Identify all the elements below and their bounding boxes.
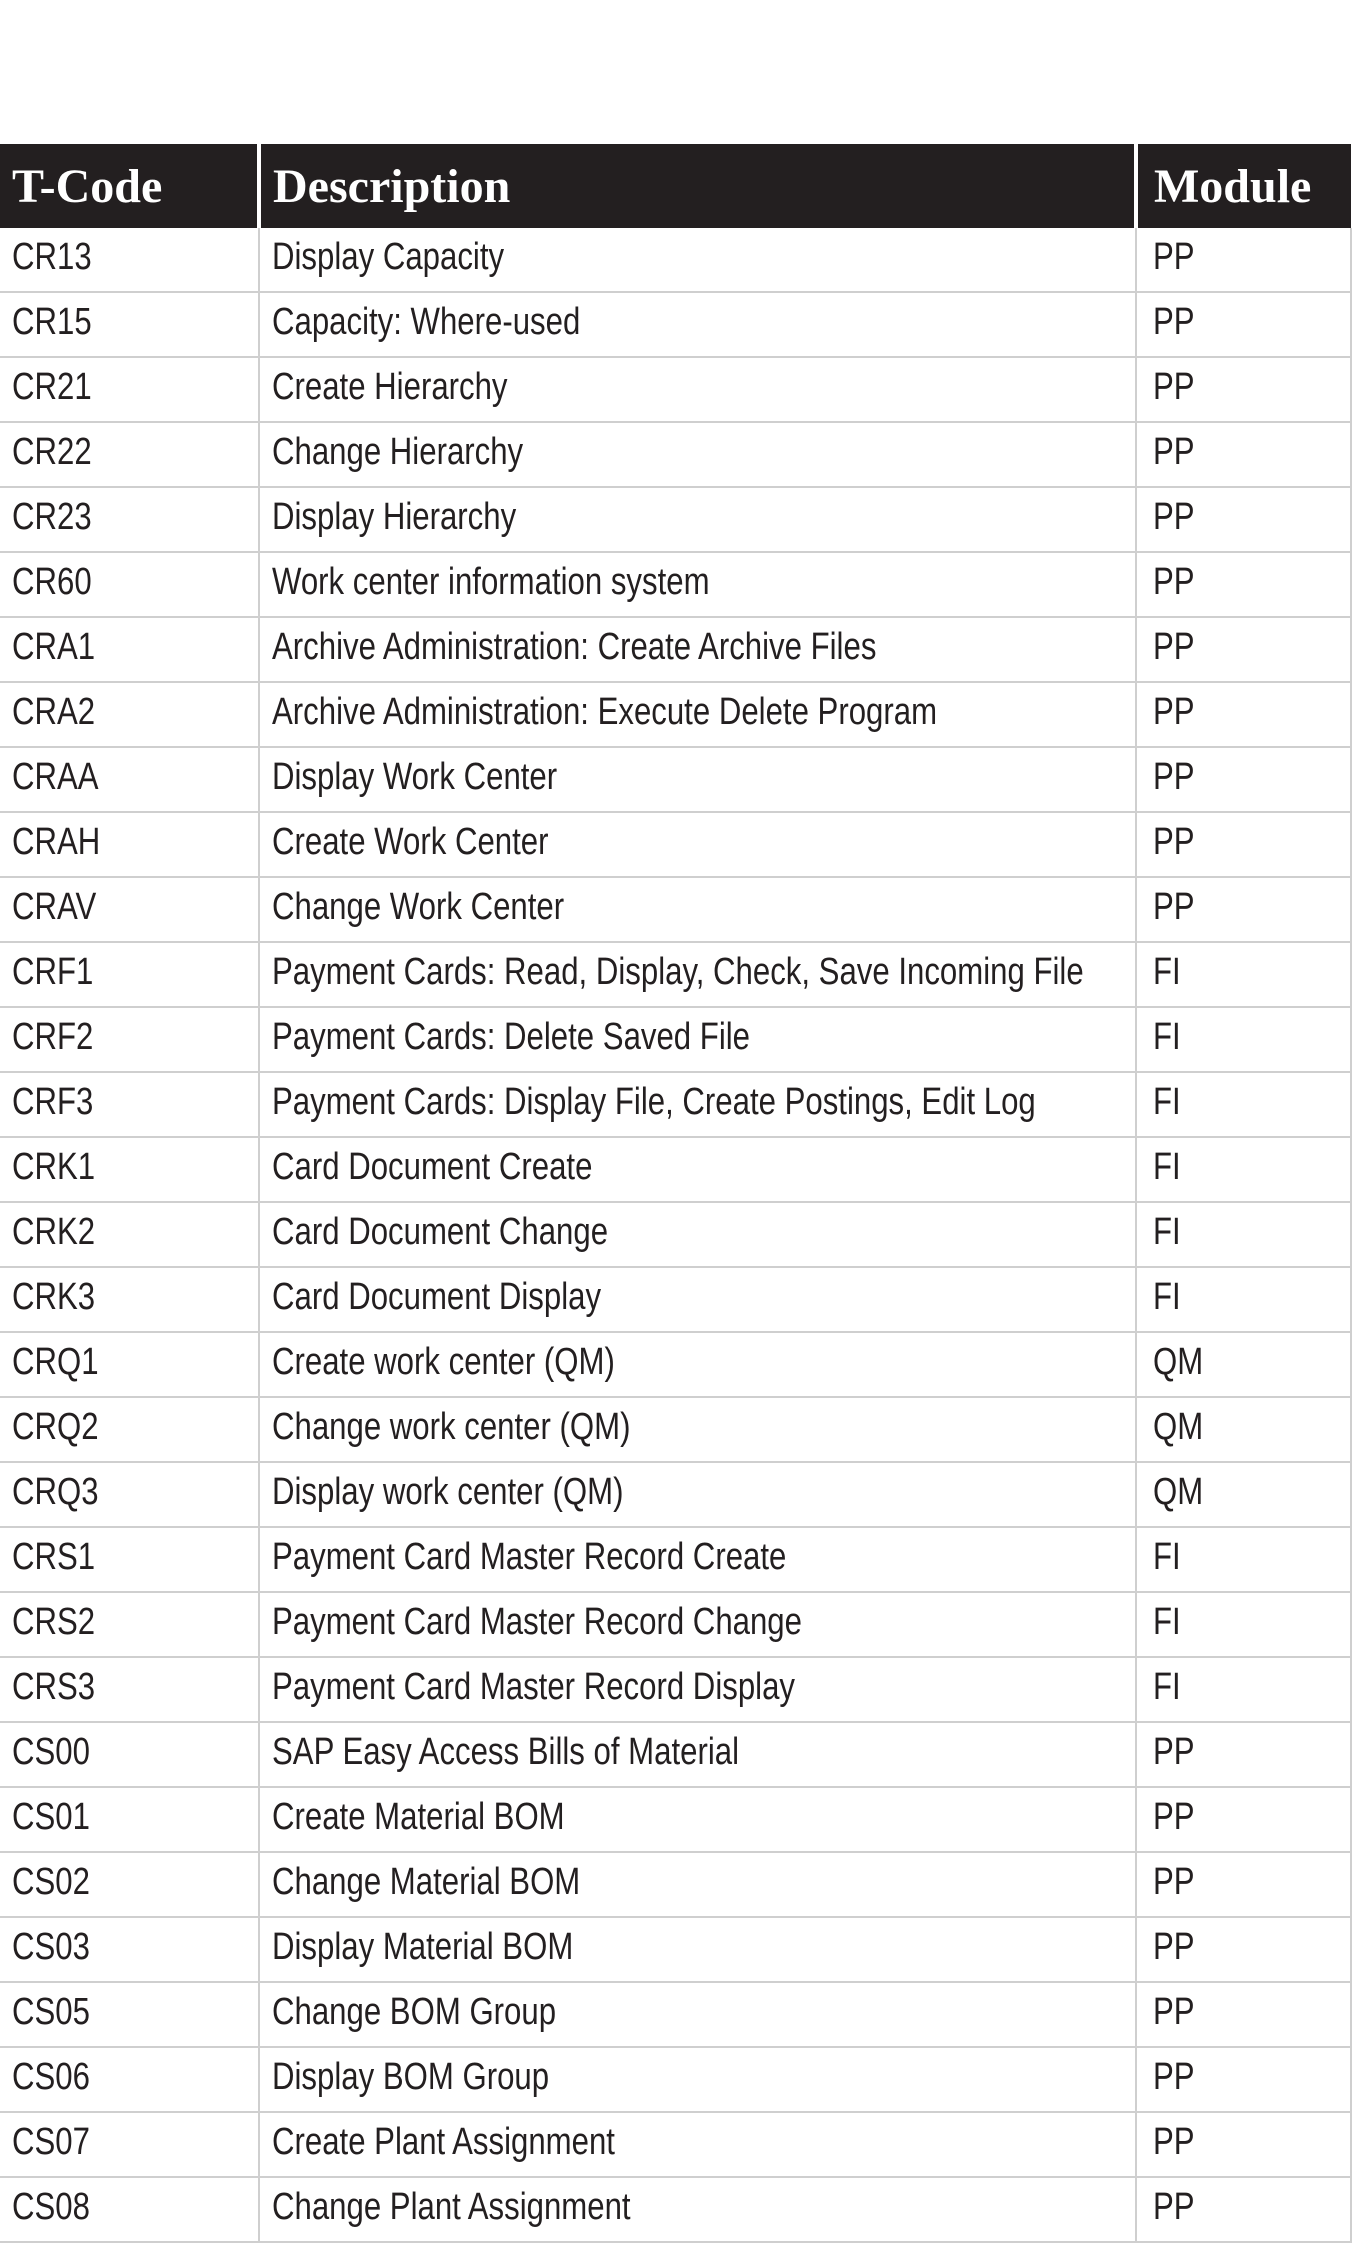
module-cell [1136, 487, 1351, 552]
module-cell [1136, 1592, 1351, 1657]
tcode-cell [0, 617, 259, 682]
description-cell [259, 617, 1136, 682]
description-cell [259, 552, 1136, 617]
description-cell [259, 747, 1136, 812]
description-cell [259, 2177, 1136, 2242]
module-cell-text: PP [1153, 1991, 1195, 2033]
description-cell [259, 942, 1136, 1007]
tcode-cell [0, 1007, 259, 1072]
description-cell [259, 812, 1136, 877]
table-row [0, 1657, 1351, 1722]
tcode-cell [0, 1462, 259, 1527]
module-cell [1136, 812, 1351, 877]
tcode-cell [0, 357, 259, 422]
description-cell-text: Archive Administration: Create Archive Files [272, 626, 877, 668]
tcode-cell [0, 1527, 259, 1592]
description-cell [259, 877, 1136, 942]
tcode-cell-text: CRA2 [12, 691, 96, 733]
description-cell-text: Display Material BOM [272, 1926, 574, 1968]
description-cell-text: Create work center (QM) [272, 1341, 615, 1383]
module-cell [1136, 747, 1351, 812]
tcode-cell-text: CRA1 [12, 626, 96, 668]
tcode-cell-text: CRK2 [12, 1211, 96, 1253]
description-cell [259, 1332, 1136, 1397]
module-cell [1136, 682, 1351, 747]
description-cell [259, 2112, 1136, 2177]
description-cell [259, 1787, 1136, 1852]
module-cell [1136, 357, 1351, 422]
description-cell [259, 422, 1136, 487]
tcode-cell [0, 877, 259, 942]
description-cell-text: Create Hierarchy [272, 366, 508, 408]
description-cell [259, 682, 1136, 747]
tcode-cell [0, 1787, 259, 1852]
module-cell [1136, 1202, 1351, 1267]
description-cell-text: Payment Cards: Display File, Create Postings, Edit Log [272, 1081, 1036, 1123]
description-cell-text: Payment Card Master Record Create [272, 1536, 787, 1578]
tcode-cell [0, 487, 259, 552]
description-cell [259, 1202, 1136, 1267]
description-cell [259, 1657, 1136, 1722]
description-cell-text: Change Material BOM [272, 1861, 581, 1903]
tcode-cell-text: CS08 [12, 2186, 90, 2228]
tcode-cell [0, 1657, 259, 1722]
table-row [0, 1072, 1351, 1137]
description-cell-text: Change Plant Assignment [272, 2186, 631, 2228]
module-cell-text: PP [1153, 366, 1195, 408]
description-cell [259, 1592, 1136, 1657]
tcode-cell [0, 1592, 259, 1657]
tcode-cell [0, 552, 259, 617]
description-cell-text: Change BOM Group [272, 1991, 557, 2033]
description-cell [259, 1722, 1136, 1787]
module-cell [1136, 1397, 1351, 1462]
tcode-cell-text: CR13 [12, 236, 92, 278]
table-row [0, 1917, 1351, 1982]
table-row [0, 747, 1351, 812]
tcode-cell-text: CR21 [12, 366, 92, 408]
tcode-cell-text: CRAV [12, 886, 97, 928]
description-cell [259, 1072, 1136, 1137]
tcode-cell-text: CRQ3 [12, 1471, 99, 1513]
tcode-cell-text: CS06 [12, 2056, 90, 2098]
module-cell-text: QM [1153, 1341, 1204, 1383]
header-row [0, 144, 1351, 228]
module-cell [1136, 1787, 1351, 1852]
tcode-cell [0, 747, 259, 812]
module-cell [1136, 1072, 1351, 1137]
module-cell [1136, 1527, 1351, 1592]
description-cell-text: Create Material BOM [272, 1796, 565, 1838]
description-cell [259, 487, 1136, 552]
module-cell-text: FI [1153, 1081, 1181, 1123]
description-cell [259, 292, 1136, 357]
table-row [0, 422, 1351, 487]
tcode-cell-text: CRS1 [12, 1536, 96, 1578]
description-cell [259, 1852, 1136, 1917]
description-cell-text: Display Hierarchy [272, 496, 517, 538]
description-cell-text: Create Work Center [272, 821, 549, 863]
module-cell-text: PP [1153, 1731, 1195, 1773]
module-cell-text: PP [1153, 561, 1195, 603]
description-cell [259, 1527, 1136, 1592]
module-cell-text: FI [1153, 1146, 1181, 1188]
description-cell-text: Display BOM Group [272, 2056, 550, 2098]
tcode-cell-text: CR15 [12, 301, 92, 343]
table-row [0, 357, 1351, 422]
module-cell-text: PP [1153, 2186, 1195, 2228]
description-cell [259, 1267, 1136, 1332]
module-cell-text: PP [1153, 1926, 1195, 1968]
tcode-cell [0, 2047, 259, 2112]
tcode-cell [0, 682, 259, 747]
tcode-cell [0, 1202, 259, 1267]
tcode-cell-text: CR22 [12, 431, 92, 473]
tcode-cell-text: CRK3 [12, 1276, 96, 1318]
description-cell-text: Card Document Display [272, 1276, 602, 1318]
table-row [0, 1982, 1351, 2047]
description-cell-text: Display Capacity [272, 236, 505, 278]
module-cell-text: FI [1153, 1211, 1181, 1253]
table-header [0, 144, 1351, 228]
table-row [0, 877, 1351, 942]
module-cell-text: PP [1153, 626, 1195, 668]
module-cell-text: FI [1153, 1016, 1181, 1058]
module-cell [1136, 1982, 1351, 2047]
tcode-cell [0, 1072, 259, 1137]
description-cell-text: Display work center (QM) [272, 1471, 624, 1513]
table-row [0, 617, 1351, 682]
module-cell [1136, 1852, 1351, 1917]
module-cell [1136, 1007, 1351, 1072]
tcode-table [0, 144, 1352, 2243]
table-row [0, 1852, 1351, 1917]
module-cell [1136, 877, 1351, 942]
header-module: Module [1136, 144, 1351, 228]
table-row [0, 292, 1351, 357]
tcode-cell [0, 1722, 259, 1787]
tcode-cell [0, 422, 259, 487]
table-row [0, 1267, 1351, 1332]
module-cell-text: PP [1153, 886, 1195, 928]
tcode-cell-text: CS00 [12, 1731, 90, 1773]
description-cell [259, 357, 1136, 422]
description-cell-text: Payment Cards: Read, Display, Check, Save Incoming File [272, 951, 1084, 993]
description-cell-text: Card Document Change [272, 1211, 609, 1253]
tcode-cell-text: CS05 [12, 1991, 90, 2033]
tcode-cell-text: CS03 [12, 1926, 90, 1968]
tcode-cell [0, 1982, 259, 2047]
description-cell [259, 1917, 1136, 1982]
table-row [0, 1787, 1351, 1852]
description-cell-text: Change work center (QM) [272, 1406, 631, 1448]
table-row [0, 682, 1351, 747]
module-cell [1136, 1722, 1351, 1787]
tcode-cell-text: CRF2 [12, 1016, 94, 1058]
module-cell-text: PP [1153, 496, 1195, 538]
tcode-cell-text: CS07 [12, 2121, 90, 2163]
tcode-cell [0, 228, 259, 292]
table-row [0, 1527, 1351, 1592]
description-cell [259, 228, 1136, 292]
tcode-cell [0, 292, 259, 357]
tcode-cell [0, 1267, 259, 1332]
description-cell-text: Display Work Center [272, 756, 558, 798]
description-cell-text: Change Hierarchy [272, 431, 524, 473]
tcode-cell [0, 1332, 259, 1397]
description-cell [259, 1397, 1136, 1462]
table-row [0, 552, 1351, 617]
description-cell-text: Payment Cards: Delete Saved File [272, 1016, 751, 1058]
description-cell [259, 1982, 1136, 2047]
tcode-cell [0, 812, 259, 877]
table-row [0, 1332, 1351, 1397]
module-cell-text: PP [1153, 2121, 1195, 2163]
module-cell-text: PP [1153, 1861, 1195, 1903]
table-row [0, 1137, 1351, 1202]
tcode-cell-text: CR60 [12, 561, 92, 603]
tcode-cell [0, 1397, 259, 1462]
tcode-cell-text: CRK1 [12, 1146, 96, 1188]
table-row [0, 812, 1351, 877]
module-cell [1136, 2177, 1351, 2242]
table-row [0, 487, 1351, 552]
module-cell-text: PP [1153, 2056, 1195, 2098]
description-cell-text: Payment Card Master Record Change [272, 1601, 802, 1643]
table-row [0, 1592, 1351, 1657]
tcode-cell-text: CRAA [12, 756, 99, 798]
description-cell [259, 2047, 1136, 2112]
module-cell [1136, 617, 1351, 682]
description-cell-text: Archive Administration: Execute Delete Program [272, 691, 938, 733]
tcode-cell [0, 1917, 259, 1982]
table-row [0, 942, 1351, 1007]
table-row [0, 2112, 1351, 2177]
module-cell [1136, 1137, 1351, 1202]
table-row [0, 1202, 1351, 1267]
module-cell [1136, 1917, 1351, 1982]
module-cell-text: PP [1153, 821, 1195, 863]
module-cell-text: PP [1153, 431, 1195, 473]
table-row [0, 2047, 1351, 2112]
description-cell-text: Change Work Center [272, 886, 565, 928]
module-cell [1136, 292, 1351, 357]
module-cell-text: PP [1153, 756, 1195, 798]
tcode-cell [0, 2177, 259, 2242]
tcode-cell [0, 1852, 259, 1917]
module-cell-text: PP [1153, 1796, 1195, 1838]
module-cell [1136, 2112, 1351, 2177]
tcode-cell-text: CRQ1 [12, 1341, 99, 1383]
header-tcode: T-Code [0, 144, 259, 228]
description-cell-text: Payment Card Master Record Display [272, 1666, 795, 1708]
module-cell [1136, 1462, 1351, 1527]
description-cell [259, 1462, 1136, 1527]
module-cell-text: FI [1153, 1536, 1181, 1578]
tcode-cell [0, 2112, 259, 2177]
tcode-cell-text: CRS2 [12, 1601, 96, 1643]
module-cell-text: QM [1153, 1406, 1204, 1448]
module-cell-text: FI [1153, 1666, 1181, 1708]
module-cell-text: FI [1153, 951, 1181, 993]
table-row [0, 228, 1351, 292]
module-cell [1136, 228, 1351, 292]
tcode-cell-text: CRQ2 [12, 1406, 99, 1448]
module-cell [1136, 1267, 1351, 1332]
tcode-cell [0, 942, 259, 1007]
tcode-cell-text: CRAH [12, 821, 101, 863]
table-row [0, 1397, 1351, 1462]
description-cell [259, 1007, 1136, 1072]
tcode-cell-text: CS01 [12, 1796, 90, 1838]
tcode-cell-text: CS02 [12, 1861, 90, 1903]
module-cell-text: FI [1153, 1276, 1181, 1318]
description-cell-text: Capacity: Where-used [272, 301, 581, 343]
tcode-cell-text: CRF3 [12, 1081, 94, 1123]
module-cell-text: PP [1153, 691, 1195, 733]
module-cell [1136, 1657, 1351, 1722]
description-cell-text: Create Plant Assignment [272, 2121, 615, 2163]
table-row [0, 1722, 1351, 1787]
table-row [0, 1462, 1351, 1527]
header-description: Description [259, 144, 1136, 228]
tcode-cell-text: CRF1 [12, 951, 94, 993]
module-cell-text: FI [1153, 1601, 1181, 1643]
description-cell-text: SAP Easy Access Bills of Material [272, 1731, 740, 1773]
module-cell [1136, 2047, 1351, 2112]
module-cell [1136, 942, 1351, 1007]
module-cell-text: PP [1153, 236, 1195, 278]
tcode-cell-text: CRS3 [12, 1666, 96, 1708]
module-cell [1136, 1332, 1351, 1397]
tcode-cell-text: CR23 [12, 496, 92, 538]
module-cell [1136, 422, 1351, 487]
table-row [0, 2177, 1351, 2242]
module-cell-text: PP [1153, 301, 1195, 343]
table-row [0, 1007, 1351, 1072]
description-cell-text: Card Document Create [272, 1146, 593, 1188]
tcode-cell [0, 1137, 259, 1202]
module-cell [1136, 552, 1351, 617]
description-cell-text: Work center information system [272, 561, 710, 603]
module-cell-text: QM [1153, 1471, 1204, 1513]
table-body [0, 228, 1351, 2242]
description-cell [259, 1137, 1136, 1202]
